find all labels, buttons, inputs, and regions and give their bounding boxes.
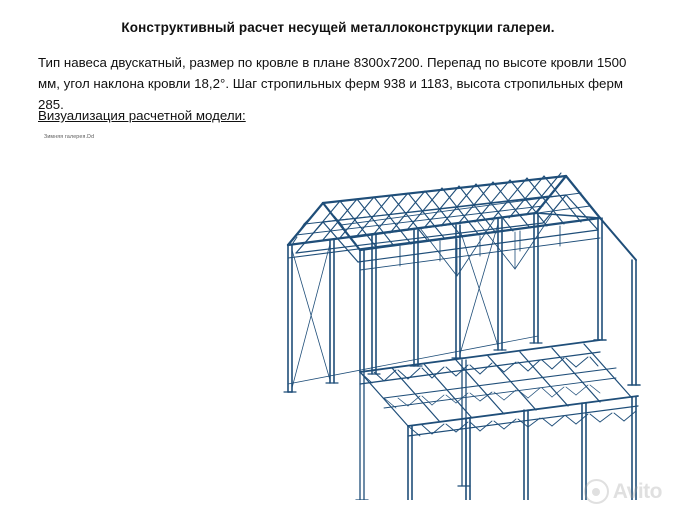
structure-illustration [0, 140, 676, 500]
avito-logo-icon [584, 479, 609, 504]
avito-watermark [584, 479, 662, 504]
watermark-text: Avito [612, 479, 662, 503]
section-subtitle: Визуализация расчетной модели: [38, 108, 246, 123]
file-name-label: Зимняя галерея.Dd [44, 134, 95, 140]
truss-model-svg [0, 140, 676, 500]
page-title: Конструктивный расчет несущей металлоконструкции галереи. [121, 20, 555, 35]
description-paragraph: Тип навеса двускатный, размер по кровле в плане 8300х7200. Перепад по высоте кровли 1500 мм, угол наклона кровли 18,2°. Шаг стропильных ферм 938 и 1183, высота стропильных ферм 285. [38, 55, 627, 112]
